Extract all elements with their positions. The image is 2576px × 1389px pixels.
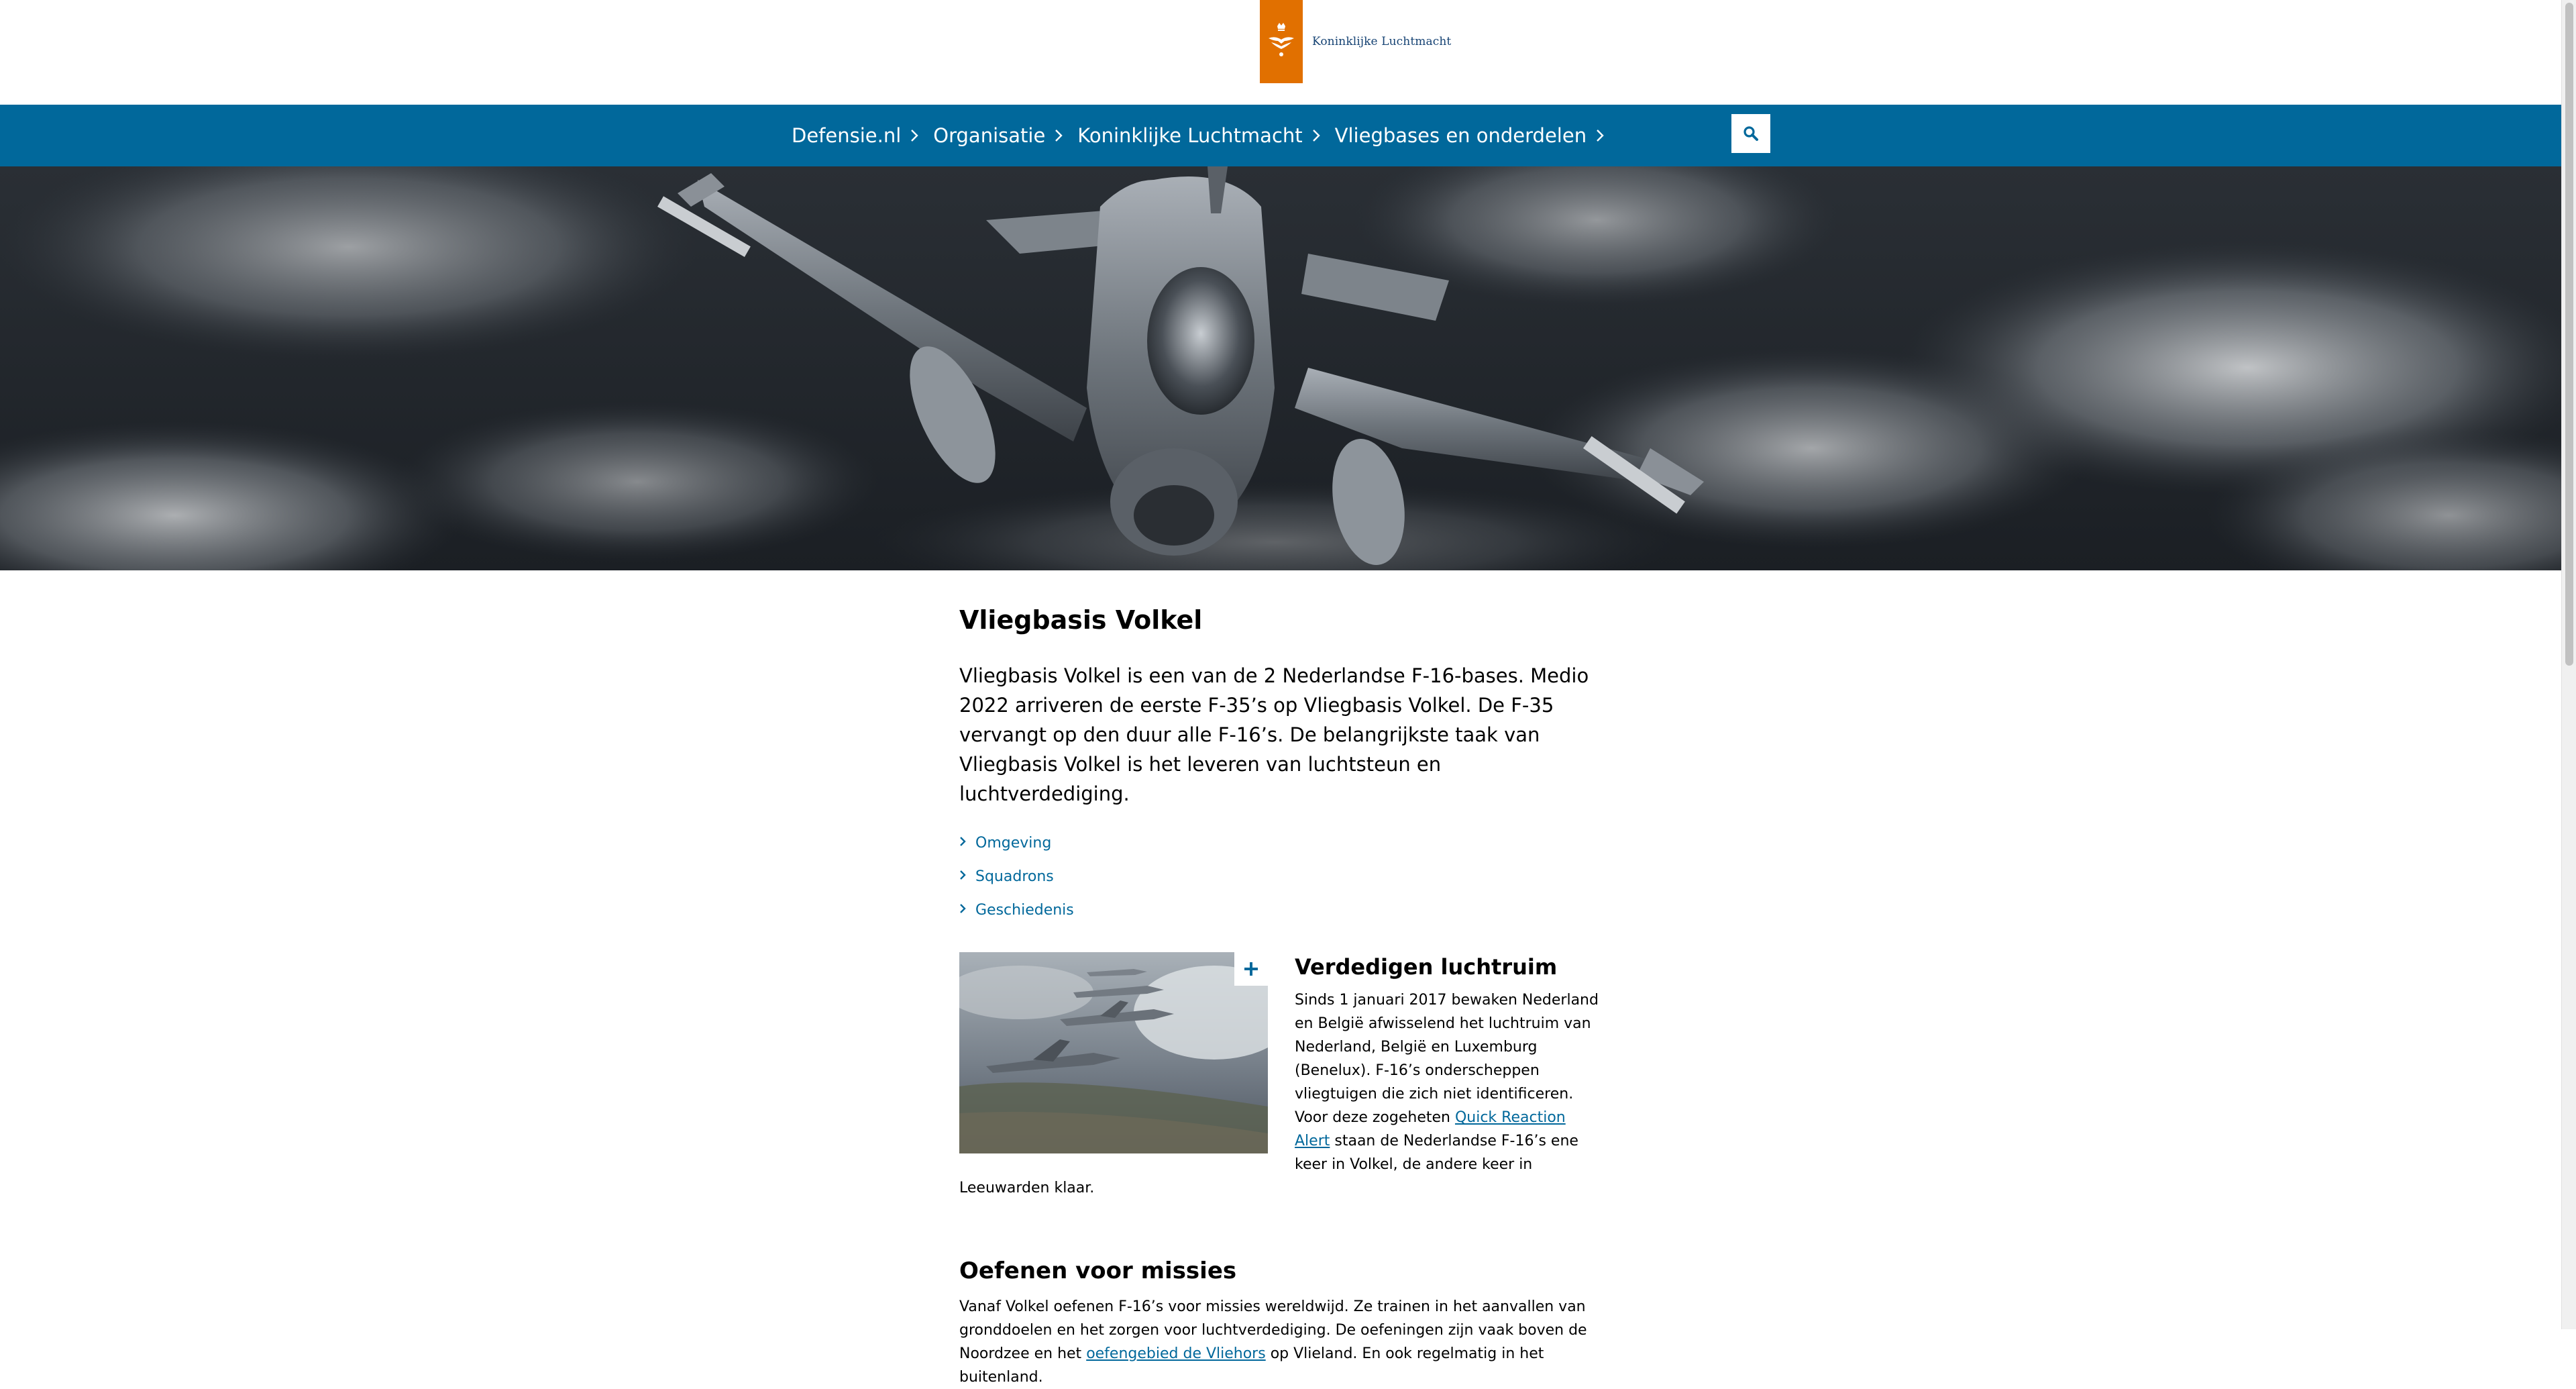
- enlarge-image-button[interactable]: [1234, 952, 1268, 986]
- section-title-oefenen: Oefenen voor missies: [959, 1257, 1237, 1285]
- section-text-part: op Vlieland. En ook regelmatig in het buitenland.: [959, 1345, 1544, 1386]
- link-oefengebied-vliehors[interactable]: oefengebied de Vliehors: [1086, 1345, 1266, 1363]
- breadcrumb-defensie[interactable]: [792, 124, 918, 147]
- scrollbar-thumb[interactable]: [2565, 3, 2573, 666]
- sub-page-links: [959, 826, 1603, 927]
- breadcrumb-label: Defensie.nl: [792, 124, 902, 147]
- feature-text-part: Sinds 1 januari 2017 bewaken Nederland en België afwisselend het luchtruim van Nederland, België en Luxemburg (Benelux). F-16’s onderscheppen vliegtuigen die zich niet identificeren. Voor deze zogeheten: [1295, 992, 1599, 1127]
- intro-paragraph: Vliegbasis Volkel is een van de 2 Nederlandse F-16-bases. Medio 2022 arriveren de eerste F-35’s op Vliegbasis Volkel. De F-35 vervangt op den duur alle F-16’s. De belangrijkste taak van Vliegbasis Volkel is het leveren van luchtsteun en luchtverdediging.: [959, 664, 1589, 806]
- breadcrumb-label: Koninklijke Luchtmacht: [1077, 124, 1303, 147]
- search-button[interactable]: [1731, 114, 1770, 153]
- site-header: [0, 0, 2561, 105]
- chevron-right-icon: [910, 129, 918, 142]
- plus-icon: [1242, 960, 1260, 978]
- link-omgeving[interactable]: Omgeving: [975, 834, 1052, 852]
- chevron-right-icon: [1596, 129, 1604, 142]
- link-quick-reaction-alert[interactable]: Quick Reaction Alert: [1295, 1109, 1566, 1150]
- link-squadrons[interactable]: Squadrons: [975, 868, 1054, 885]
- feature-image[interactable]: [959, 952, 1268, 1153]
- section-text-part: Vanaf Volkel oefenen F-16’s voor missies wereldwijd. Ze trainen in het aanvallen van gronddoelen en het zorgen voor luchtverdediging. De oefeningen zijn vaak boven de Noordzee en het: [959, 1298, 1587, 1363]
- breadcrumb: [792, 105, 1619, 166]
- logo-text: Koninklijke Luchtmacht: [1312, 35, 1452, 48]
- chevron-right-icon: [1055, 129, 1063, 142]
- breadcrumb-organisatie[interactable]: [933, 124, 1063, 147]
- feature-title: Verdedigen luchtruim: [1295, 954, 1558, 980]
- logo-emblem: [1260, 0, 1303, 83]
- breadcrumb-vliegbases[interactable]: [1335, 124, 1604, 147]
- main-content: [959, 604, 1603, 1389]
- hero-image: [0, 166, 2561, 570]
- breadcrumb-label: Vliegbases en onderdelen: [1334, 124, 1587, 147]
- section-text-oefenen: [959, 1295, 1603, 1389]
- link-geschiedenis[interactable]: Geschiedenis: [975, 901, 1074, 919]
- page-title: Vliegbasis Volkel: [959, 605, 1203, 635]
- vertical-scrollbar[interactable]: [2561, 0, 2576, 1329]
- f16-formation-photo: [959, 952, 1268, 1153]
- list-item: [959, 826, 1603, 860]
- f16-jet-photo: [0, 166, 2561, 570]
- breadcrumb-bar: [0, 105, 2561, 166]
- chevron-right-icon: [959, 870, 966, 883]
- list-item: [959, 860, 1603, 893]
- crown-wings-emblem-icon: [1266, 18, 1297, 65]
- site-logo[interactable]: [1260, 0, 1451, 83]
- chevron-right-icon: [959, 836, 966, 850]
- chevron-right-icon: [1312, 129, 1320, 142]
- breadcrumb-luchtmacht[interactable]: [1077, 124, 1320, 147]
- search-icon: [1742, 125, 1760, 142]
- list-item: [959, 893, 1603, 927]
- breadcrumb-label: Organisatie: [933, 124, 1046, 147]
- feature-verdedigen-luchtruim: [959, 952, 1603, 1200]
- chevron-right-icon: [959, 903, 966, 917]
- feature-text-part: staan de Nederlandse F-16’s ene keer in Volkel, de andere keer in Leeuwarden klaar.: [959, 1133, 1578, 1197]
